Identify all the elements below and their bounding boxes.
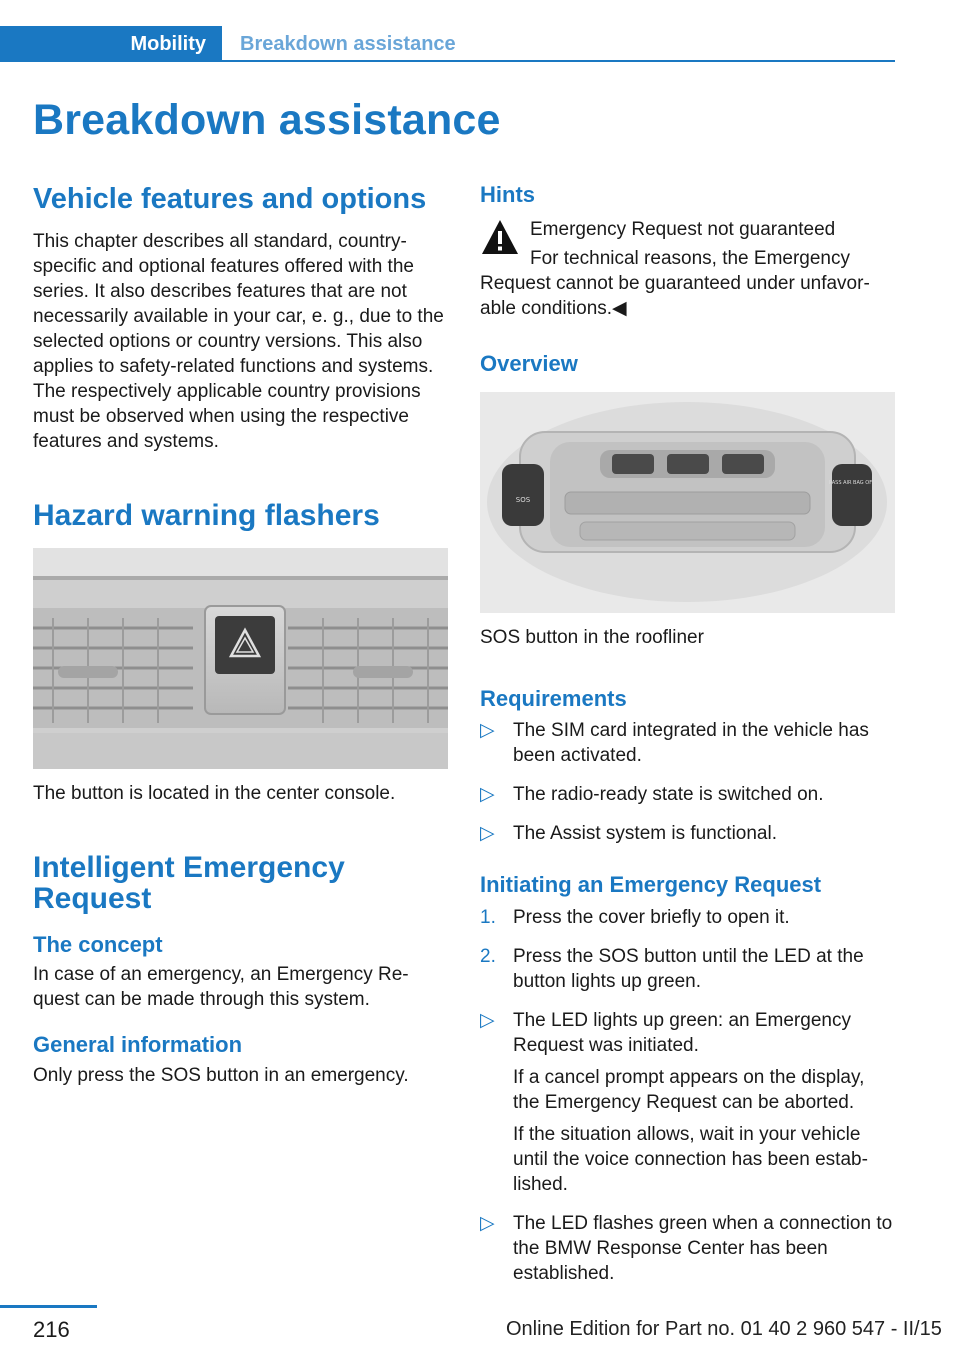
- sos-label: SOS: [515, 495, 531, 504]
- footer-rule: [0, 1305, 97, 1308]
- general-information-text: Only press the SOS button in an emergency.: [33, 1064, 409, 1086]
- hazard-button-photo: [33, 548, 448, 769]
- triangle-bullet-icon: ▷: [480, 823, 495, 845]
- requirements-list: [480, 718, 895, 846]
- hazard-heading: Hazard warning flashers: [33, 498, 380, 532]
- warning-triangle-icon: [480, 218, 520, 256]
- hazard-caption: The button is located in the center console.: [33, 782, 396, 804]
- center-console-illustration: [33, 548, 448, 769]
- requirements-heading: Requirements: [480, 685, 627, 711]
- concept-heading: The concept: [33, 931, 163, 957]
- header-divider: [0, 60, 895, 62]
- list-item: ▷ The radio-ready state is switched on.: [480, 784, 824, 806]
- tab-breakdown-assistance[interactable]: Breakdown assistance: [240, 32, 456, 55]
- pass-airbag-off-label: PASS AIR BAG OFF: [829, 479, 875, 486]
- left-column: [33, 182, 448, 1088]
- hints-heading: Hints: [480, 182, 535, 207]
- triangle-bullet-icon: ▷: [480, 784, 495, 806]
- list-item: ▷ The SIM card integrated in the vehicle has been activated.: [480, 720, 869, 767]
- header-tab-bar: [0, 26, 895, 62]
- vehicle-features-heading: Vehicle features and options: [33, 183, 427, 215]
- initiating-heading: Initiating an Emergency Request: [480, 872, 822, 898]
- vehicle-features-text: This chapter describes all standard, country-specific and optional features offered with the series. It also describes features that are not necessarily available in your car, e. g., due to the selected options or country versions. This also applies to safety-related functions and systems. The respectively applicable country provisions must be observed when using the respective features and systems.: [33, 230, 444, 452]
- concept-text: In case of an emergency, an Emergency Re-quest can be made through this system.: [33, 964, 409, 1011]
- page-title: Breakdown assistance: [33, 96, 501, 144]
- edition-text: Online Edition for Part no. 01 40 2 960 547 - II/15: [506, 1318, 942, 1340]
- triangle-bullet-icon: ▷: [480, 720, 495, 742]
- step-number: 1.: [480, 906, 496, 928]
- list-item: 1. Press the cover briefly to open it.: [480, 906, 790, 928]
- step-number: 2.: [480, 945, 496, 967]
- ier-heading: Intelligent Emergency Request: [33, 850, 345, 915]
- general-information-heading: General information: [33, 1032, 243, 1058]
- roofliner-illustration: [480, 392, 895, 613]
- tab-mobility[interactable]: Mobility: [0, 26, 222, 62]
- right-column: [480, 182, 895, 1286]
- list-item: ▷ The LED flashes green when a connection to the BMW Response Center has been established.: [480, 1212, 893, 1284]
- steps-list: [480, 905, 895, 1286]
- list-item: 2. Press the SOS button until the LED at the button lights up green.: [480, 945, 864, 992]
- triangle-bullet-icon: ▷: [480, 1212, 495, 1234]
- warning-text: For technical reasons, the Emergency Request cannot be guaranteed under unfavor-able conditions.◀: [480, 248, 870, 320]
- triangle-bullet-icon: ▷: [480, 1009, 495, 1031]
- list-item: ▷ The Assist system is functional.: [480, 823, 777, 845]
- warning-block: [480, 214, 895, 246]
- page-number: 216: [33, 1317, 70, 1342]
- warning-title: Emergency Request not guaranteed: [530, 219, 836, 241]
- overview-caption: SOS button in the roofliner: [480, 626, 704, 648]
- overview-heading: Overview: [480, 351, 578, 377]
- sos-roofliner-photo: [480, 392, 895, 613]
- list-item: ▷ The LED lights up green: an Emergency Request was initiated. If a cancel prompt appears on the display, the Emergency Request can be aborted. If the situation allows, wait in your vehicle until the voice connection has been estab-lished.: [480, 1009, 868, 1195]
